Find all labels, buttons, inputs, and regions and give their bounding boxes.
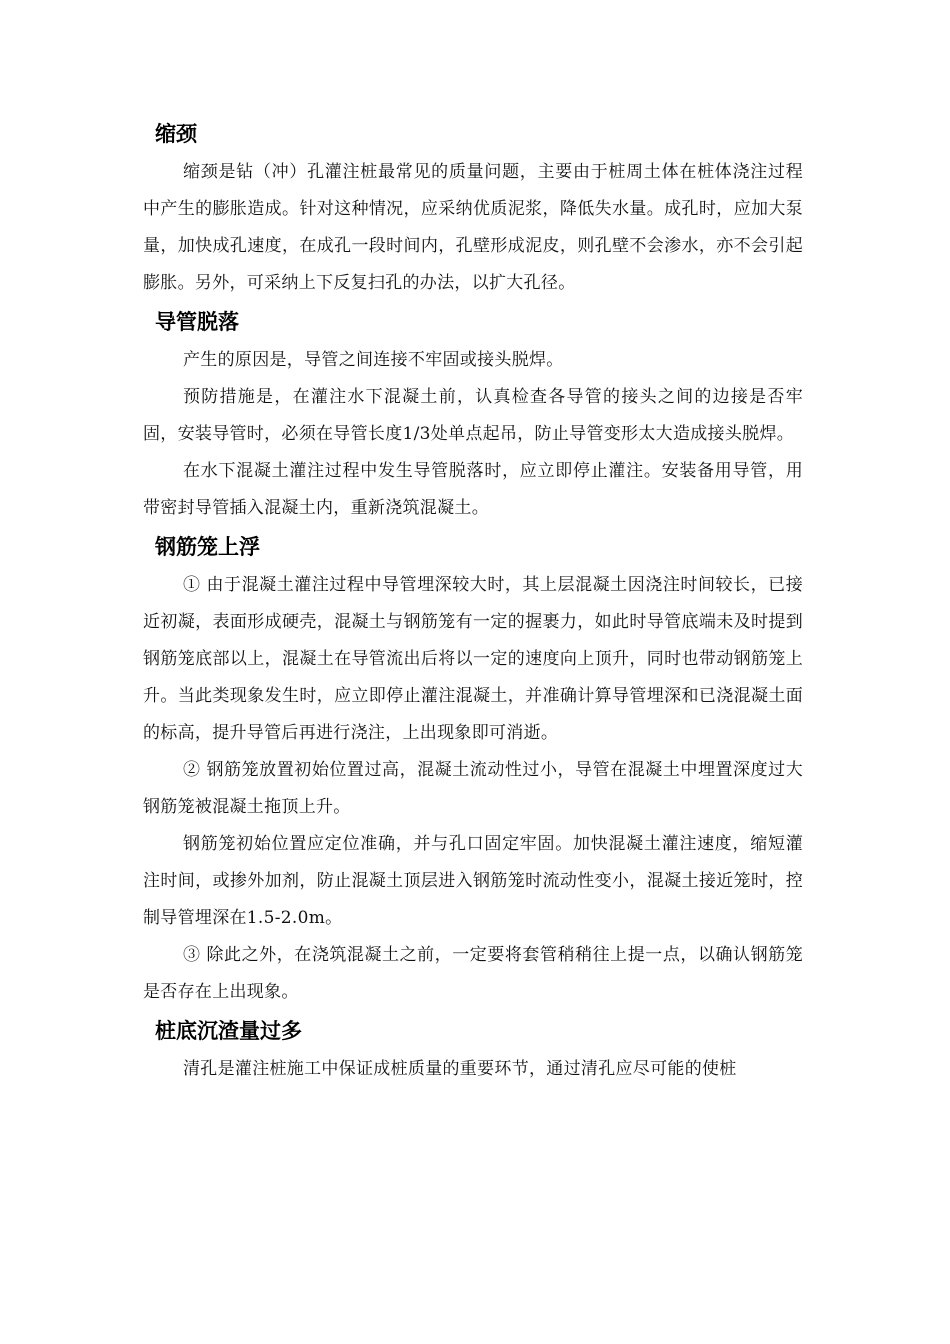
paragraph: 缩颈是钻（冲）孔灌注桩最常见的质量问题，主要由于桩周土体在桩体浇注过程中产生的膨胀造成。针对这种情况，应采纳优质泥浆，降低失水量。成孔时，应加大泵量，加快成孔速度，在成孔一段时间内，孔壁形成泥皮，则孔壁不会渗水，亦不会引起膨胀。另外，可采纳上下反复扫孔的办法，以扩大孔径。 bbox=[143, 162, 803, 293]
section-heading: 桩底沉渣量过多 bbox=[155, 1019, 302, 1043]
paragraph: 钢筋笼初始位置应定位准确，并与孔口固定牢固。加快混凝土灌注速度，缩短灌注时间，或掺外加剂，防止混凝土顶层进入钢筋笼时流动性变小，混凝土接近笼时，控制导管埋深在1.5-2.0m。 bbox=[143, 834, 803, 928]
section-heading: 缩颈 bbox=[155, 122, 197, 146]
document-body bbox=[143, 118, 803, 1088]
section-heading: 钢筋笼上浮 bbox=[155, 535, 260, 559]
section-cage-floating bbox=[143, 531, 803, 1011]
section-pipe-detachment bbox=[143, 306, 803, 527]
section-necking bbox=[143, 118, 803, 302]
paragraph: ② 钢筋笼放置初始位置过高，混凝土流动性过小，导管在混凝土中埋置深度过大钢筋笼被混凝土拖顶上升。 bbox=[143, 760, 803, 817]
paragraph: 清孔是灌注桩施工中保证成桩质量的重要环节，通过清孔应尽可能的使桩 bbox=[183, 1059, 737, 1079]
paragraph: ③ 除此之外，在浇筑混凝土之前，一定要将套管稍稍往上提一点，以确认钢筋笼是否存在上出现象。 bbox=[143, 945, 803, 1002]
paragraph: ① 由于混凝土灌注过程中导管埋深较大时，其上层混凝土因浇注时间较长，已接近初凝，表面形成硬壳，混凝土与钢筋笼有一定的握裹力，如此时导管底端未及时提到钢筋笼底部以上，混凝土在导管流出后将以一定的速度向上顶升，同时也带动钢筋笼上升。当此类现象发生时，应立即停止灌注混凝土，并准确计算导管埋深和已浇混凝土面的标高，提升导管后再进行浇注，上出现象即可消逝。 bbox=[143, 575, 803, 743]
section-excess-sediment bbox=[143, 1015, 803, 1088]
paragraph: 预防措施是，在灌注水下混凝土前，认真检查各导管的接头之间的边接是否牢固，安装导管时，必须在导管长度1/3处单点起吊，防止导管变形太大造成接头脱焊。 bbox=[143, 387, 803, 444]
paragraph: 产生的原因是，导管之间连接不牢固或接头脱焊。 bbox=[183, 350, 564, 370]
paragraph: 在水下混凝土灌注过程中发生导管脱落时，应立即停止灌注。安装备用导管，用带密封导管插入混凝土内，重新浇筑混凝土。 bbox=[143, 461, 803, 518]
section-heading: 导管脱落 bbox=[155, 310, 239, 334]
